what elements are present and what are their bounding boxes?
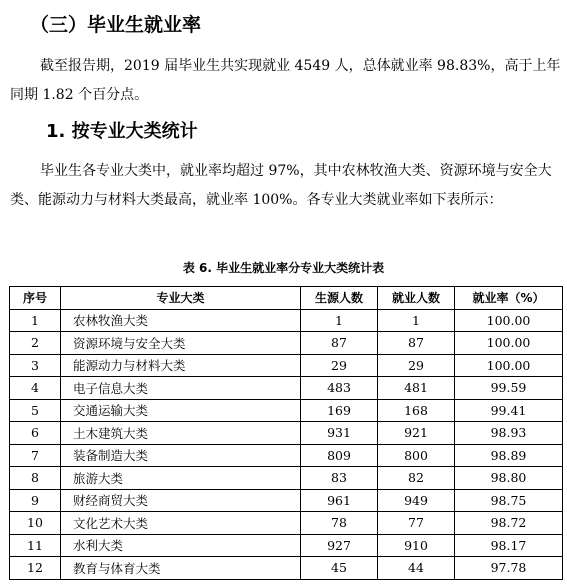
cell-employment-rate: 98.72 <box>455 512 563 535</box>
table-row <box>10 467 563 490</box>
cell-no: 7 <box>10 444 61 467</box>
cell-source-count: 483 <box>301 377 378 400</box>
table-row <box>10 534 563 557</box>
table-row <box>10 422 563 445</box>
cell-employed-count: 82 <box>378 467 455 490</box>
section-title: （三）毕业生就业率 <box>30 14 202 36</box>
cell-source-count: 927 <box>301 534 378 557</box>
cell-major: 装备制造大类 <box>61 444 301 467</box>
table-body <box>10 309 563 579</box>
cell-source-count: 87 <box>301 332 378 355</box>
cell-source-count: 169 <box>301 399 378 422</box>
cell-employment-rate: 99.41 <box>455 399 563 422</box>
cell-employed-count: 921 <box>378 422 455 445</box>
cell-major: 文化艺术大类 <box>61 512 301 535</box>
cell-employment-rate: 97.78 <box>455 557 563 580</box>
cell-employment-rate: 99.59 <box>455 377 563 400</box>
cell-employed-count: 481 <box>378 377 455 400</box>
table-row <box>10 354 563 377</box>
cell-employment-rate: 100.00 <box>455 309 563 332</box>
cell-employment-rate: 98.17 <box>455 534 563 557</box>
header-source-count: 生源人数 <box>301 287 378 310</box>
paragraph-major-summary: 毕业生各专业大类中，就业率均超过 97%，其中农林牧渔大类、资源环境与安全大类、能源动力与材料大类最高，就业率 100%。各专业大类就业率如下表所示： <box>10 163 552 208</box>
table-row <box>10 557 563 580</box>
employment-rate-table <box>9 286 563 580</box>
cell-major: 电子信息大类 <box>61 377 301 400</box>
table-row <box>10 377 563 400</box>
cell-major: 教育与体育大类 <box>61 557 301 580</box>
cell-source-count: 45 <box>301 557 378 580</box>
table-row <box>10 444 563 467</box>
cell-employment-rate: 98.89 <box>455 444 563 467</box>
cell-source-count: 83 <box>301 467 378 490</box>
table-row <box>10 512 563 535</box>
cell-source-count: 809 <box>301 444 378 467</box>
cell-no: 11 <box>10 534 61 557</box>
cell-employed-count: 44 <box>378 557 455 580</box>
cell-employed-count: 29 <box>378 354 455 377</box>
table-row <box>10 489 563 512</box>
cell-no: 4 <box>10 377 61 400</box>
cell-no: 1 <box>10 309 61 332</box>
cell-employed-count: 77 <box>378 512 455 535</box>
cell-no: 10 <box>10 512 61 535</box>
cell-major: 水利大类 <box>61 534 301 557</box>
cell-major: 交通运输大类 <box>61 399 301 422</box>
cell-source-count: 1 <box>301 309 378 332</box>
cell-employed-count: 1 <box>378 309 455 332</box>
cell-major: 资源环境与安全大类 <box>61 332 301 355</box>
cell-source-count: 961 <box>301 489 378 512</box>
cell-employment-rate: 100.00 <box>455 332 563 355</box>
cell-employed-count: 168 <box>378 399 455 422</box>
table-row <box>10 332 563 355</box>
cell-employment-rate: 98.75 <box>455 489 563 512</box>
cell-source-count: 29 <box>301 354 378 377</box>
cell-no: 5 <box>10 399 61 422</box>
cell-employed-count: 87 <box>378 332 455 355</box>
cell-employed-count: 949 <box>378 489 455 512</box>
table-row <box>10 399 563 422</box>
cell-major: 财经商贸大类 <box>61 489 301 512</box>
cell-employment-rate: 98.80 <box>455 467 563 490</box>
cell-employment-rate: 98.93 <box>455 422 563 445</box>
table-caption: 表 6. 毕业生就业率分专业大类统计表 <box>182 261 385 275</box>
cell-no: 3 <box>10 354 61 377</box>
cell-no: 12 <box>10 557 61 580</box>
cell-major: 土木建筑大类 <box>61 422 301 445</box>
cell-no: 9 <box>10 489 61 512</box>
header-employment-rate: 就业率（%） <box>455 287 563 310</box>
cell-no: 8 <box>10 467 61 490</box>
cell-major: 能源动力与材料大类 <box>61 354 301 377</box>
cell-major: 农林牧渔大类 <box>61 309 301 332</box>
table-row <box>10 309 563 332</box>
subsection-title: 1. 按专业大类统计 <box>46 121 198 142</box>
cell-employed-count: 910 <box>378 534 455 557</box>
cell-source-count: 931 <box>301 422 378 445</box>
header-major: 专业大类 <box>61 287 301 310</box>
paragraph-overall-rate: 截至报告期，2019 届毕业生共实现就业 4549 人，总体就业率 98.83%，高于上年同期 1.82 个百分点。 <box>10 58 561 103</box>
table-header-row <box>10 287 563 310</box>
cell-source-count: 78 <box>301 512 378 535</box>
header-no: 序号 <box>10 287 61 310</box>
cell-no: 2 <box>10 332 61 355</box>
cell-major: 旅游大类 <box>61 467 301 490</box>
cell-employment-rate: 100.00 <box>455 354 563 377</box>
cell-no: 6 <box>10 422 61 445</box>
header-employed-count: 就业人数 <box>378 287 455 310</box>
cell-employed-count: 800 <box>378 444 455 467</box>
